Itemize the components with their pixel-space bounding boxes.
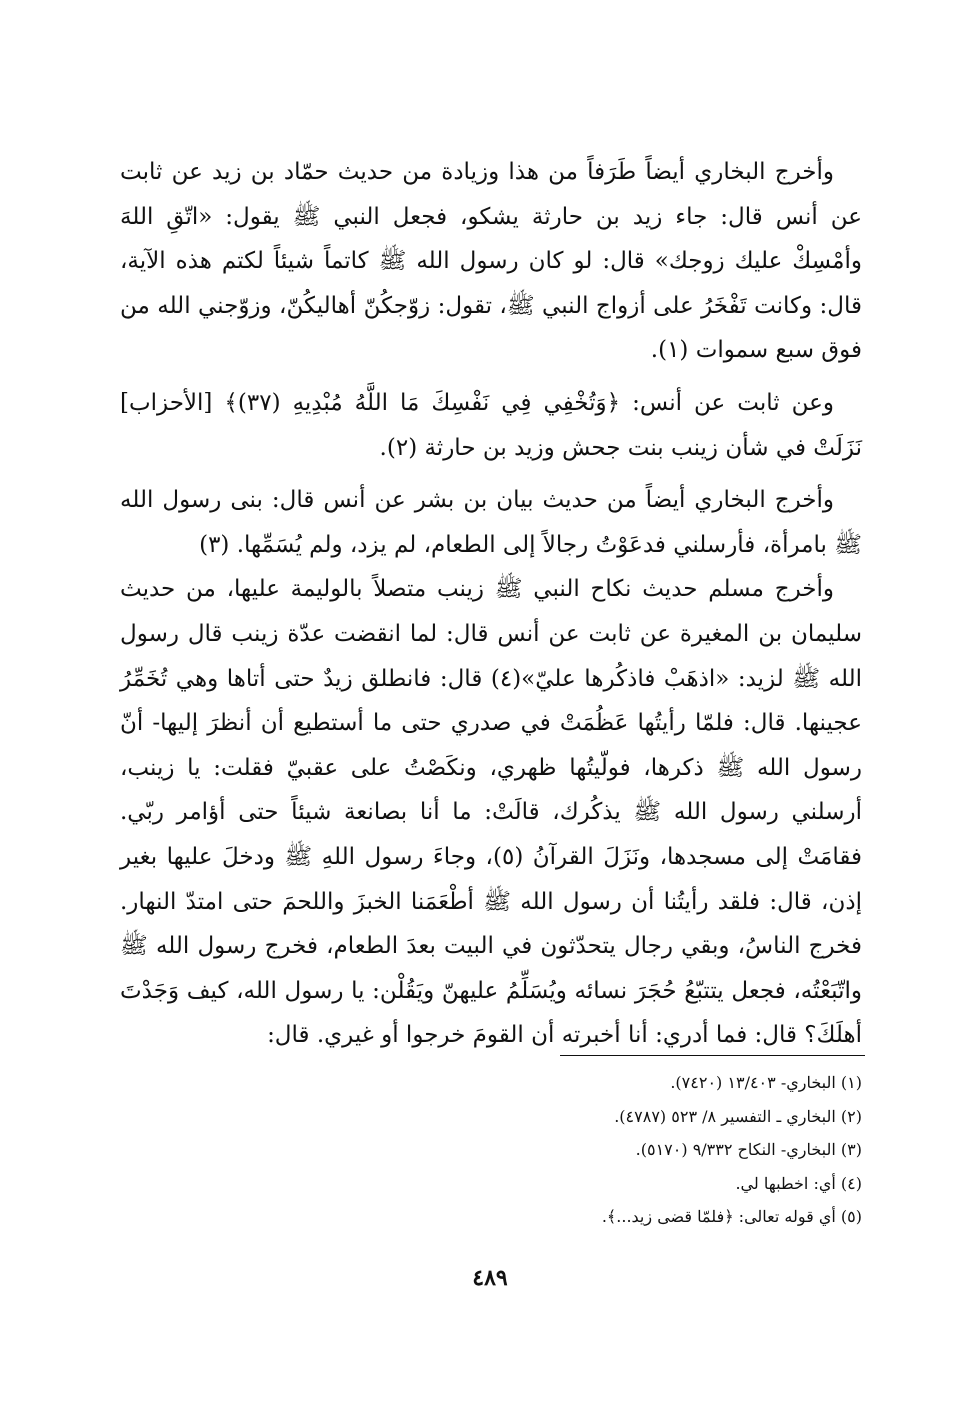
paragraph-3: وأخرج البخاري أيضاً من حديث بيان بن بشر عن أنس قال: بنى رسول الله ﷺ بامرأة، فأرسلني فدعَوْتُ رجالاً إلى الطعام، لم يزد، ولم يُسَمِّها. (٣)	[120, 487, 862, 558]
footnote-3: (٣) البخاري- النكاح ٩/٣٣٢ (٥١٧٠).	[635, 1140, 862, 1159]
footnote-separator	[560, 1055, 865, 1056]
paragraph-4: وأخرج مسلم حديث نكاح النبي ﷺ زينب متصلاً بالوليمة عليها، من حديث سليمان بن المغيرة عن ثابت عن أنس قال: لما انقضت عدّة زينب قال رسول الله ﷺ لزيد: «اذهَبْ فاذكُرها عليّ»(٤) قال: فانطلق زيدٌ حتى أتاها وهي تُخَمِّرُ عجينها. قال: فلمّا رأيتُها عَظُمَتْ في صدري حتى ما أستطيع أن أنظرَ إليها- أنّ رسول الله ﷺ ذكرها، فولّيتُها ظهري، ونكَصْتُ على عقبيّ فقلت: يا زينب، أرسلني رسول الله ﷺ يذكُرك، قالَتْ: ما أنا بصانعة شيئاً حتى أؤامر ربّي. فقامَتْ إلى مسجدها، ونَزَلَ القرآنُ (٥)، وجاءَ رسول اللهِ ﷺ ودخلَ عليها بغير إذن، قال: فلقد رأيتُنا أن رسول الله ﷺ أطْعَمَنا الخبزَ واللحمَ حتى امتدّ النهار. فخرج الناسُ، وبقي رجال يتحدّثون في البيت بعدَ الطعام، فخرج رسول الله ﷺ واتّبَعْتُه، فجعل يتتبّعُ حُجَرَ نسائه ويُسَلِّمُ عليهنّ ويَقُلْن: يا رسول الله، كيف وَجَدْتَ أهلَكَ؟ قال: فما أدري: أنا أخبرته أن القومَ خرجوا أو غيري. قال:	[120, 576, 862, 1049]
footnote-1: (١) البخاري- ١٣/٤٠٣ (٧٤٢٠).	[670, 1073, 862, 1092]
footnote-4: (٤) أي: اخطبها لي.	[735, 1173, 862, 1193]
footnote-2: (٢) البخاري ـ التفسير ٨/ ٥٢٣ (٤٧٨٧).	[614, 1106, 862, 1126]
main-text	[120, 150, 862, 1058]
page-number: ٤٨٩	[472, 1265, 508, 1291]
footnote-5: (٥) أي قوله تعالى: ﴿فلمّا قضى زيد...﴾.	[601, 1207, 862, 1226]
footnotes	[120, 1066, 862, 1234]
paragraph-1: وأخرج البخاري أيضاً طَرَفاً من هذا وزيادة من حديث حمّاد بن زيد عن ثابت عن أنس قال: جاء زيد بن حارثة يشكو، فجعل النبي ﷺ يقول: «اتّقِ اللهَ وأمْسِكْ عليك زوجك» قال: لو كان رسول الله ﷺ كاتماً شيئاً لكتم هذه الآية، قال: وكانت تَفْخَرُ على أزواج النبي ﷺ، تقول: زوّجكُنّ أهاليكُنّ، وزوّجني الله من فوق سبع سموات (١).	[120, 159, 862, 364]
paragraph-2: وعن ثابت عن أنس: ﴿وَتُخْفِي فِي نَفْسِكَ مَا اللَّهُ مُبْدِيهِ (٣٧)﴾ [الأحزاب] نَزَلَتْ في شأن زينب بنت جحش وزيد بن حارثة (٢).	[120, 389, 862, 461]
